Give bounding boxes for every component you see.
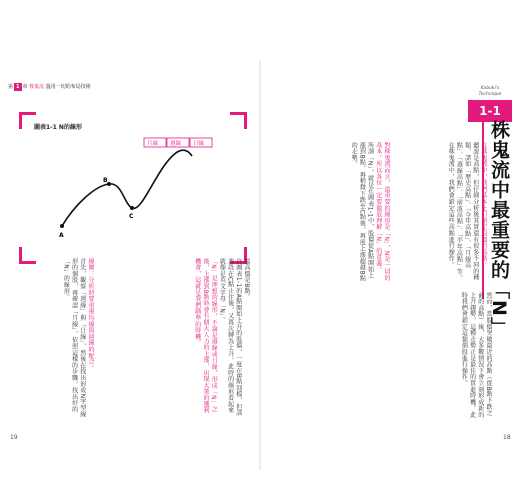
page-number-right: 18: [503, 434, 511, 441]
left-body-column-2: [20, 258, 94, 418]
section-tab: [468, 86, 512, 122]
point-b: [107, 182, 111, 186]
point-a: [60, 224, 64, 228]
technique-label-1: Kabuki's: [480, 86, 500, 91]
gutter: [259, 60, 261, 470]
highlight-paragraph: 在株鬼流中，我們基本上只鎖定股價的高點。: [480, 142, 487, 268]
n-shape-diagram: [34, 126, 224, 244]
label-c: C: [129, 213, 134, 220]
paragraph: 然而，當股價突破最近的高點（從B點下跌之前的高點）後，大多數情況下會立刻形成新的上升趨勢，這種走勢正是最佳的買進時機。此時我們會鎖定這類個股進行操作。: [460, 292, 492, 418]
paragraph: 首先，觀察「週線」與「日線」，然後在找出形成N字型線形的個股，再確認「月線」，依照這樣的步驟，找出好的「N」的線形。: [62, 258, 86, 418]
highlight-paragraph: 對株鬼流而言，最重要的線形是「N」，N是一切的基本。所以各位一定要徹底理解「N」的意義。: [374, 142, 390, 281]
page-number-left: 19: [10, 434, 18, 441]
technique-label-2: Technique: [478, 92, 502, 97]
timeframe-badges: [144, 138, 212, 147]
badge-monthly-text: 月線: [147, 141, 159, 147]
badge-daily-text: 日線: [193, 141, 205, 147]
paragraph: 所謂「N」，就是在圖表1-1中，股價從A點開始上漲到B點，再稍微下跌至C點後，再度上漲超越B點的走勢。: [350, 142, 374, 282]
running-header: [8, 83, 91, 91]
badge-weekly-text: 週線: [170, 141, 182, 147]
label-a: A: [59, 232, 64, 239]
right-body-column-1: [392, 142, 487, 282]
header-prefix: 第: [8, 84, 14, 90]
point-c: [130, 206, 134, 210]
chapter-badge: 1: [16, 84, 20, 90]
right-body-column-3: [268, 292, 492, 422]
right-body-column-2: [268, 142, 390, 282]
header-section-desc: 溫用一切的布局技術: [45, 84, 91, 90]
figure-frame-corner: [230, 112, 247, 129]
left-body-column-1: [98, 258, 250, 418]
label-b: B: [103, 177, 108, 184]
section-title: 株鬼流中最重要的「N」: [488, 120, 510, 337]
paragraph: 最高價是B點。: [243, 258, 250, 301]
figure-title: 圖表1-1 N的線形: [34, 124, 82, 131]
header-section-name: 株鬼流: [29, 84, 45, 90]
header-suffix: 章: [22, 84, 28, 90]
highlight-paragraph: 「N」是理想的線形，不論是週線或日線，形成「N」之後，上漲到B點時會有個大人力的上漲，出現大量的獲利機會，這就是我們瞄準的時機。: [193, 258, 218, 414]
section-number: 1-1: [468, 100, 512, 122]
highlight-paragraph: 線圖：分析時要重視均線與週線的配合。: [87, 258, 94, 372]
paragraph: 聽說是高點，但仔細分析後其實還有很多不同的種類，諸如「歷史高點」、「今年高點」、「月線高點」、「週線高點」、「前波高點」、「半年高點」等，在株鬼流中，我們會鎖定這些高點進行操作。: [447, 142, 479, 282]
paragraph: 自圖表1-1的A點開始上升的股價，一度在B點回檔，但該波段在C點止住後，又再次轉為上升，此時的線形看起來就像是英文字母「N」。: [218, 258, 242, 417]
n-curve: [62, 150, 192, 226]
